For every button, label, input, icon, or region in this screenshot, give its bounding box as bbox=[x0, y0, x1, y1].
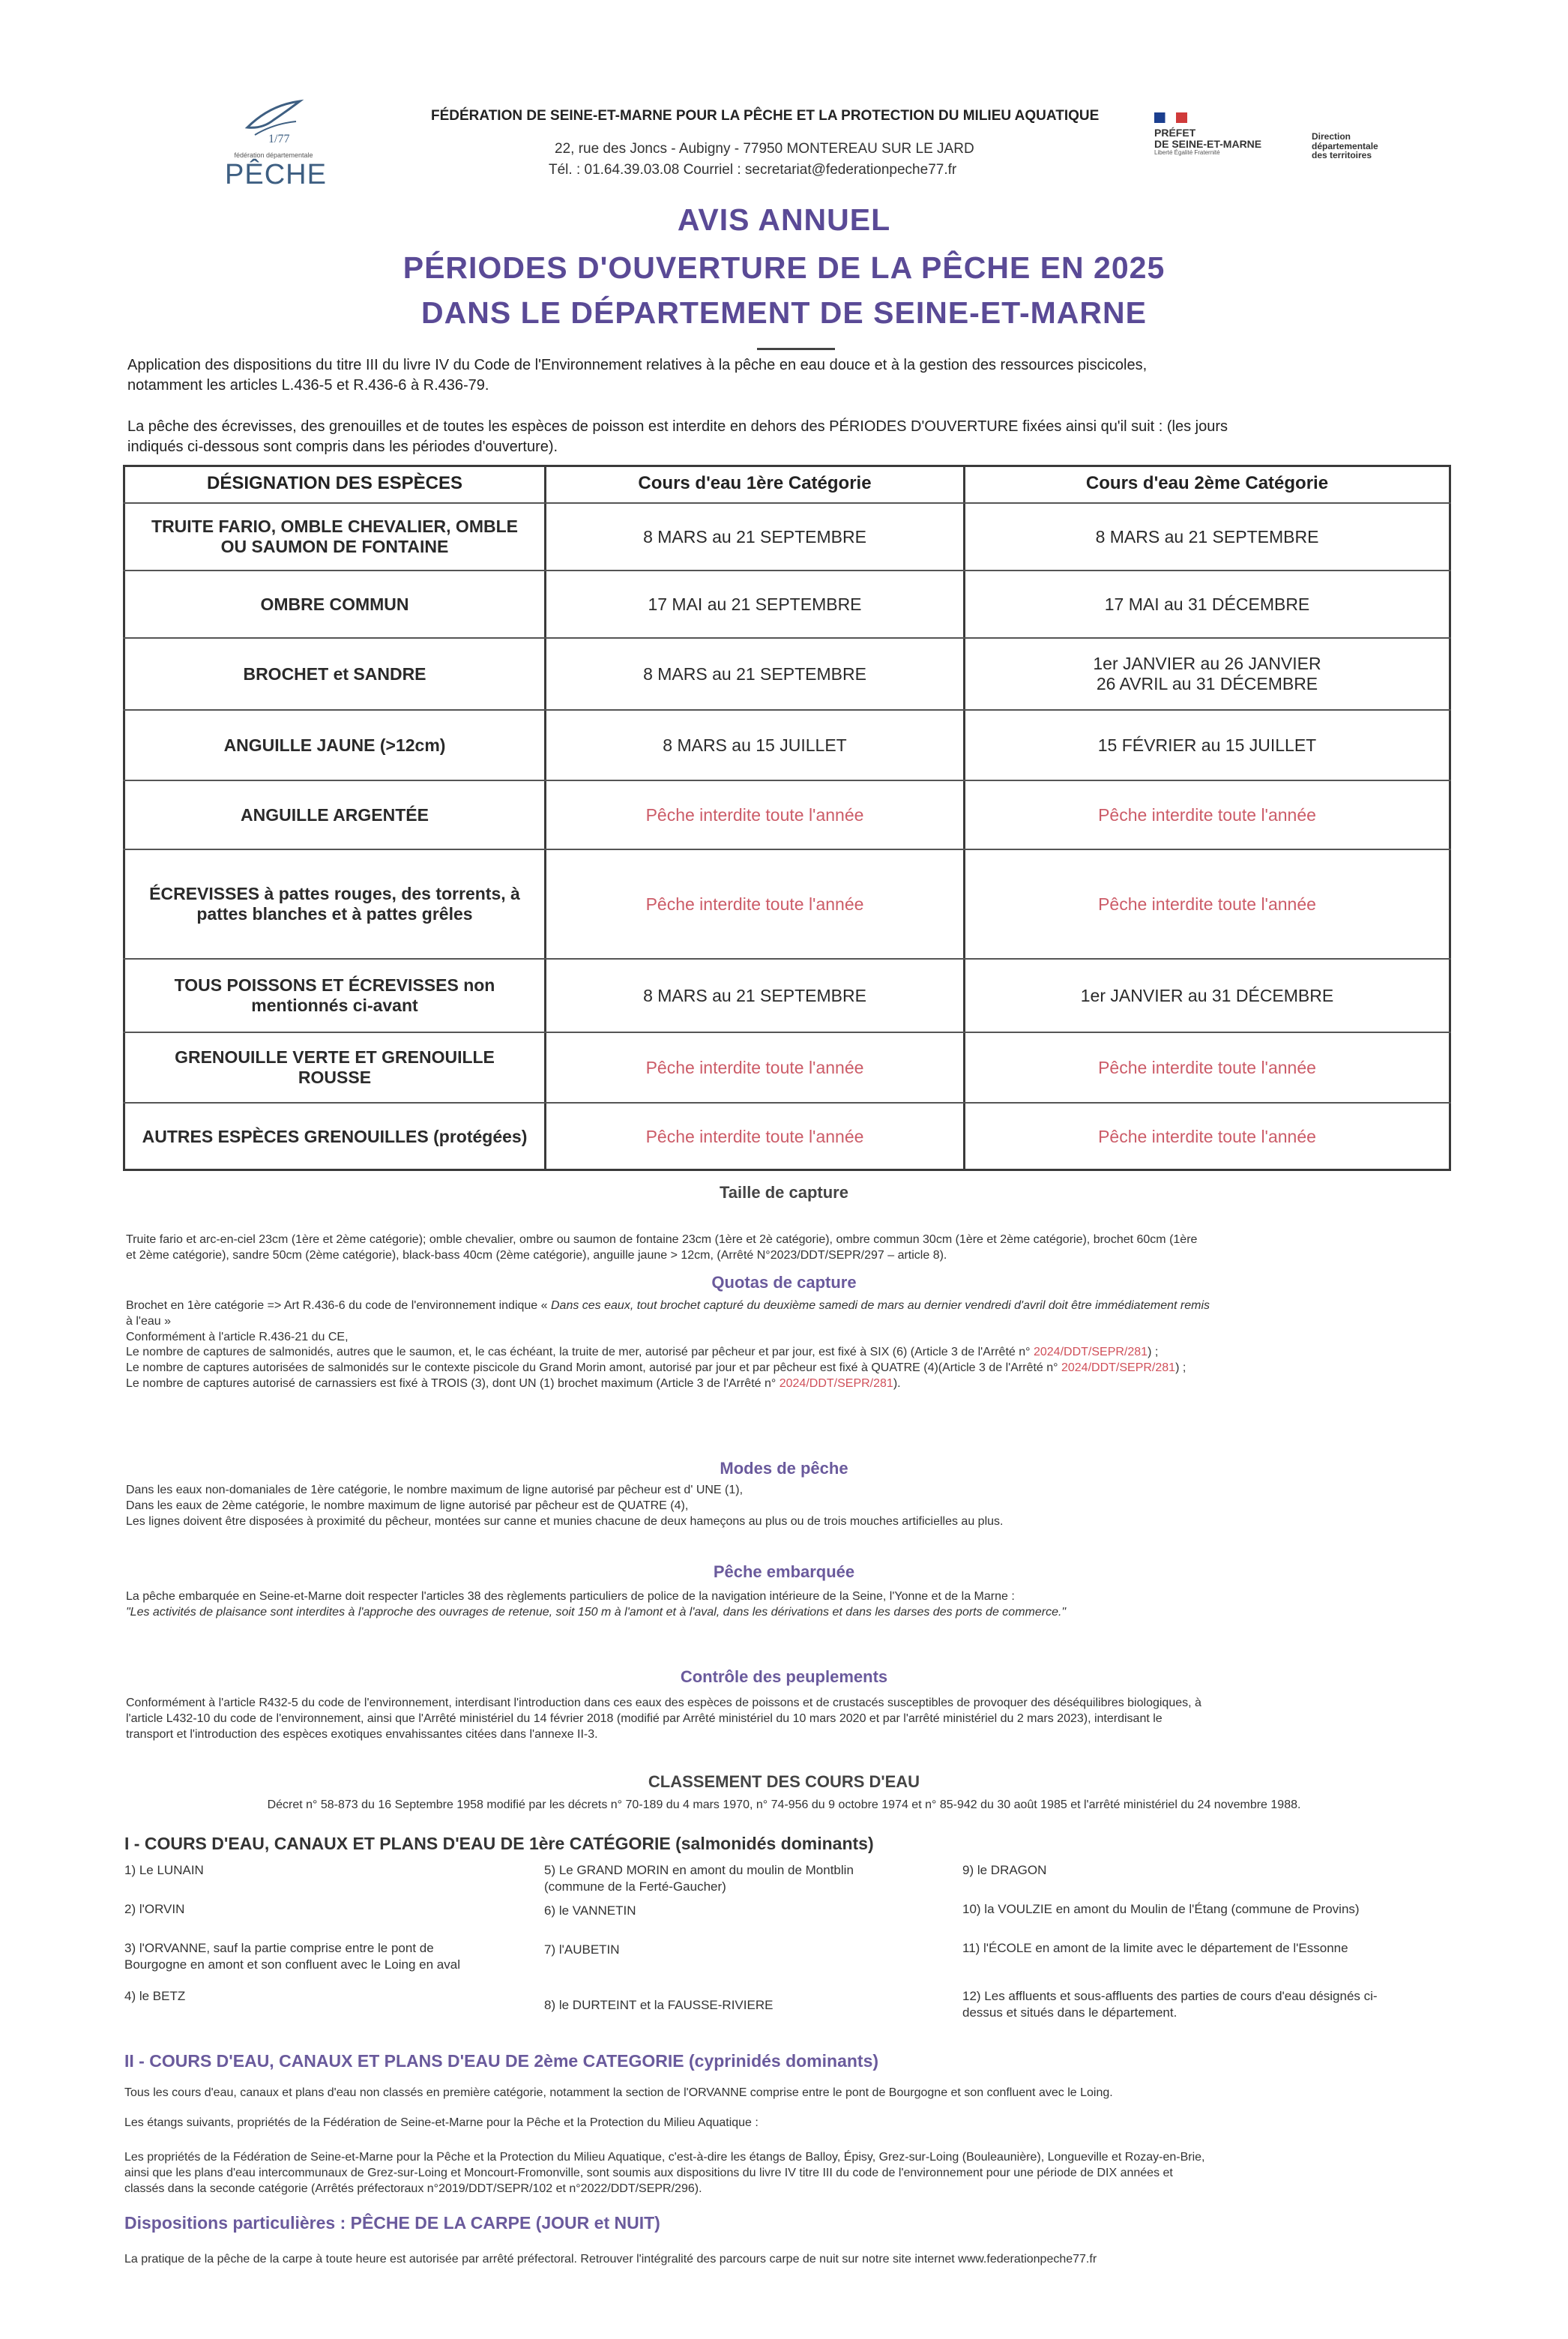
marianne-flag-icon bbox=[1154, 112, 1187, 123]
logo-caption: fédération départementale bbox=[234, 151, 313, 159]
taille-line2: et 2ème catégorie), sandre 50cm (2ème catégorie), black-bass 40cm (2ème catégorie), anguille jaune > 12cm, (Arrêté N°2023/DDT/SEPR/297 – article 8). bbox=[126, 1248, 947, 1262]
fish-logo-icon bbox=[240, 90, 307, 150]
quotas-line5-ref: 2024/DDT/SEPR/281 bbox=[1061, 1361, 1176, 1375]
list-item: dessus et situés dans le département. bbox=[962, 2005, 1177, 2020]
embarquee-line1: La pêche embarquée en Seine-et-Marne doit respecter l'articles 38 des règlements particuliers de police de la navigation intérieure de la Seine, l'Yonne et de la Marne : bbox=[126, 1590, 1015, 1603]
cat2-properties bbox=[124, 2150, 1451, 2197]
quotas-title: Quotas de capture bbox=[711, 1273, 857, 1292]
list-item: 8) le DURTEINT et la FAUSSE-RIVIERE bbox=[544, 1998, 774, 2013]
table-row-cat2: 15 FÉVRIER au 15 JUILLET bbox=[1097, 735, 1317, 755]
table-row-cat2: 8 MARS au 21 SEPTEMBRE bbox=[1095, 526, 1319, 547]
table-row-cat2: 17 MAI au 31 DÉCEMBRE bbox=[1104, 594, 1310, 614]
table-row-cat2: Pêche interdite toute l'année bbox=[1098, 1126, 1316, 1146]
list-item: 12) Les affluents et sous-affluents des parties de cours d'eau désignés ci- bbox=[962, 1989, 1378, 2003]
quotas-line6 bbox=[126, 1376, 1453, 1392]
quotas-line1 bbox=[126, 1298, 1453, 1314]
table-row-species: BROCHET et SANDRE bbox=[243, 663, 426, 684]
table-row-species: ANGUILLE ARGENTÉE bbox=[241, 804, 429, 825]
table-row-species: OMBRE COMMUN bbox=[260, 594, 409, 614]
list-item: (commune de la Ferté-Gaucher) bbox=[544, 1879, 726, 1894]
title-underline bbox=[757, 348, 835, 350]
table-header-cat2: Cours d'eau 2ème Catégorie bbox=[1085, 473, 1329, 493]
quotas-line4-ref: 2024/DDT/SEPR/281 bbox=[1033, 1346, 1148, 1359]
ddt-line2: départementale bbox=[1312, 140, 1378, 151]
cat2-period-2: 26 AVRIL au 31 DÉCEMBRE bbox=[1096, 674, 1318, 693]
list-item: 6) le VANNETIN bbox=[544, 1903, 636, 1918]
quotas-line3: Conformément à l'article R.436-21 du CE, bbox=[126, 1330, 349, 1343]
quotas-line4 bbox=[126, 1345, 1453, 1361]
controle-line2: l'article L432-10 du code de l'environnement, ainsi que l'Arrêté ministériel du 14 février 2018 (modifié par Arrêté ministériel du 10 mars 2020 et par l'arrêté ministériel du 2 mars 2023), interdisant le bbox=[126, 1712, 1163, 1725]
intro-paragraph-2 bbox=[127, 417, 1447, 457]
controle-line3: transport et l'introduction des espèces exotiques envahissantes citées dans l'annexe II-3. bbox=[126, 1727, 598, 1741]
federation-name: FÉDÉRATION DE SEINE-ET-MARNE POUR LA PÊCHE ET LA PROTECTION DU MILIEU AQUATIQUE bbox=[431, 108, 1100, 124]
table-row-cat1: 8 MARS au 21 SEPTEMBRE bbox=[643, 663, 866, 684]
table-header-species: DÉSIGNATION DES ESPÈCES bbox=[207, 473, 462, 493]
table-row-cat2: Pêche interdite toute l'année bbox=[1098, 1057, 1316, 1077]
federation-address: 22, rue des Joncs - Aubigny - 77950 MONTEREAU SUR LE JARD bbox=[555, 141, 974, 157]
taille-title: Taille de capture bbox=[720, 1183, 848, 1202]
taille-text bbox=[126, 1232, 1453, 1264]
table-row-cat2: 1er JANVIER au 31 DÉCEMBRE bbox=[1080, 985, 1334, 1005]
cat2-line3: Les propriétés de la Fédération de Seine-et-Marne pour la Pêche et la Protection du Milieu Aquatique, c'est-à-dire les étangs de Balloy, Épisy, Grez-sur-Loing (Bouleaunière), Longueville et Rozay-en-Brie, bbox=[124, 2151, 1205, 2164]
quotas-line6-text: Le nombre de captures autorisé de carnassiers est fixé à TROIS (3), dont UN (1) brochet maximum (Article 3 de l'Arrêté n° bbox=[126, 1376, 780, 1390]
prefet-logo bbox=[1154, 112, 1304, 157]
logo-word: PÊCHE bbox=[225, 158, 327, 190]
intro-p1-line2: notamment les articles L.436-5 et R.436-6 à R.436-79. bbox=[127, 377, 489, 394]
quotas-text bbox=[126, 1298, 1453, 1392]
ddt-line3: des territoires bbox=[1312, 150, 1372, 161]
cat2-period-1: 1er JANVIER au 26 JANVIER bbox=[1093, 654, 1321, 673]
carpe-text: La pratique de la pêche de la carpe à toute heure est autorisée par arrêté préfectoral. Retrouver l'intégralité des parcours carpe de nuit sur notre site internet www.federationpeche77.fr bbox=[124, 2253, 1097, 2266]
ddt-line1: Direction bbox=[1312, 131, 1351, 142]
table-row-cat2: Pêche interdite toute l'année bbox=[1098, 894, 1316, 914]
table-row-cat1: 8 MARS au 21 SEPTEMBRE bbox=[643, 985, 866, 1005]
list-item: 10) la VOULZIE en amont du Moulin de l'Étang (commune de Provins) bbox=[962, 1902, 1360, 1916]
list-item: 3) l'ORVANNE, sauf la partie comprise entre le pont de bbox=[124, 1941, 434, 1955]
quotas-line4-text: Le nombre de captures de salmonidés, autres que le saumon, et, le cas échéant, la truite de mer, autorisé par pêcheur et par jour, est fixé à SIX (6) (Article 3 de l'Arrêté n° bbox=[126, 1346, 1034, 1359]
federation-logo bbox=[225, 90, 327, 202]
list-item: 4) le BETZ bbox=[124, 1989, 186, 2004]
prefet-line1: PRÉFET bbox=[1154, 127, 1196, 139]
quotas-line6-end: ). bbox=[893, 1376, 901, 1390]
controle-text bbox=[126, 1696, 1453, 1742]
table-row-cat1: Pêche interdite toute l'année bbox=[645, 804, 864, 825]
cat2-line5: classés dans la seconde catégorie (Arrêtés préfectoraux n°2019/DDT/SEPR/102 et n°2022/DDT/SEPR/296). bbox=[124, 2182, 702, 2195]
cat2-line4: ainsi que les plans d'eau intercommunaux de Grez-sur-Loing et Moncourt-Fromonville, sont soumis aux dispositions du livre IV titre III du code de l'environnement pour une période de DIX années et bbox=[124, 2166, 1173, 2179]
svg-text:1/77: 1/77 bbox=[268, 133, 290, 145]
quotas-line5 bbox=[126, 1361, 1453, 1376]
table-row-cat1: Pêche interdite toute l'année bbox=[645, 1126, 864, 1146]
intro-p1-line1: Application des dispositions du titre III du livre IV du Code de l'Environnement relatives à la pêche en eau douce et à la gestion des ressources piscicoles, bbox=[127, 357, 1148, 373]
quotas-line1-quote: Dans ces eaux, tout brochet capturé du deuxième samedi de mars au dernier vendredi d'avril doit être immédiatement remis bbox=[550, 1299, 1210, 1312]
intro-p2-line2: indiqués ci-dessous sont compris dans les périodes d'ouverture). bbox=[127, 439, 558, 455]
embarquee-line2: "Les activités de plaisance sont interdites à l'approche des ouvrages de retenue, soit 150 m à l'amont et à l'aval, dans les dérivations et dans les darses des ports de commerce." bbox=[126, 1605, 1067, 1619]
quotas-line5-text: Le nombre de captures autorisées de salmonidés sur le contexte piscicole du Grand Morin amont, autorisé par jour et par pêcheur est fixé à QUATRE (4)(Article 3 de l'Arrêté n° bbox=[126, 1361, 1061, 1375]
table-row-cat1: 17 MAI au 21 SEPTEMBRE bbox=[648, 594, 862, 614]
embarquee-title: Pêche embarquée bbox=[713, 1562, 855, 1581]
embarquee-text bbox=[126, 1589, 1453, 1621]
classement-decree: Décret n° 58-873 du 16 Septembre 1958 modifié par les décrets n° 70-189 du 4 mars 1970, n° 74-956 du 9 octobre 1974 et n° 85-942 du 30 août 1985 et l'arrêté ministériel du 24 novembre 1988. bbox=[267, 1798, 1301, 1811]
list-item: 1) Le LUNAIN bbox=[124, 1863, 204, 1877]
taille-line1: Truite fario et arc-en-ciel 23cm (1ère et 2ème catégorie); omble chevalier, ombre ou saumon de fontaine 23cm (1ère et 2è catégorie), ombre commun 30cm (1ère et 2ème catégorie), brochet 60cm (1ère bbox=[126, 1233, 1198, 1246]
quotas-line2: à l'eau » bbox=[126, 1314, 171, 1328]
list-item: 7) l'AUBETIN bbox=[544, 1942, 620, 1957]
intro-paragraph-1 bbox=[127, 355, 1447, 396]
intro-p2-line1: La pêche des écrevisses, des grenouilles et de toutes les espèces de poisson est interdite en dehors des PÉRIODES D'OUVERTURE fixées ainsi qu'il suit : (les jours bbox=[127, 418, 1228, 435]
modes-line3: Les lignes doivent être disposées à proximité du pêcheur, montées sur canne et munies chacune de deux hameçons au plus ou de trois mouches artificielles au plus. bbox=[126, 1514, 1004, 1528]
title-line1: AVIS ANNUEL bbox=[677, 202, 891, 237]
modes-line1: Dans les eaux non-domaniales de 1ère catégorie, le nombre maximum de ligne autorisé par pêcheur est d' UNE (1), bbox=[126, 1484, 744, 1496]
cat2-line2: Les étangs suivants, propriétés de la Fédération de Seine-et-Marne pour la Pêche et la Protection du Milieu Aquatique : bbox=[124, 2116, 759, 2129]
title-line2: PÉRIODES D'OUVERTURE DE LA PÊCHE EN 2025 bbox=[402, 250, 1166, 285]
quotas-line6-ref: 2024/DDT/SEPR/281 bbox=[779, 1376, 893, 1390]
table-row-cat2: Pêche interdite toute l'année bbox=[1098, 804, 1316, 825]
cat2-line1: Tous les cours d'eau, canaux et plans d'eau non classés en première catégorie, notamment la section de l'ORVANNE comprise entre le pont de Bourgogne et son confluent avec le Loing. bbox=[124, 2086, 1113, 2099]
cat1-title: I - COURS D'EAU, CANAUX ET PLANS D'EAU DE 1ère CATÉGORIE (salmonidés dominants) bbox=[124, 1834, 874, 1853]
table-row-cat1: Pêche interdite toute l'année bbox=[645, 894, 864, 914]
cat2-title: II - COURS D'EAU, CANAUX ET PLANS D'EAU DE 2ème CATEGORIE (cyprinidés dominants) bbox=[124, 2051, 879, 2071]
table-row-cat1: 8 MARS au 15 JUILLET bbox=[663, 735, 847, 755]
table-row-species: TOUS POISSONS ET ÉCREVISSES non mentionnés ci-avant bbox=[174, 975, 495, 1015]
list-item: 11) l'ÉCOLE en amont de la limite avec le département de l'Essonne bbox=[962, 1941, 1348, 1955]
federation-contact: Tél. : 01.64.39.03.08 Courriel : secretariat@federationpeche77.fr bbox=[549, 162, 957, 178]
table-row-cat1: Pêche interdite toute l'année bbox=[645, 1057, 864, 1077]
modes-text bbox=[126, 1483, 1453, 1529]
table-row-species: AUTRES ESPÈCES GRENOUILLES (protégées) bbox=[142, 1126, 528, 1146]
ddt-label bbox=[1312, 132, 1409, 160]
table-row-species: TRUITE FARIO, OMBLE CHEVALIER, OMBLE OU SAUMON DE FONTAINE bbox=[151, 517, 518, 556]
title-line3: DANS LE DÉPARTEMENT DE SEINE-ET-MARNE bbox=[421, 295, 1147, 330]
classement-title: CLASSEMENT DES COURS D'EAU bbox=[648, 1772, 920, 1791]
modes-line2: Dans les eaux de 2ème catégorie, le nombre maximum de ligne autorisé par pêcheur est de QUATRE (4), bbox=[126, 1499, 689, 1512]
list-item: 5) Le GRAND MORIN en amont du moulin de Montblin bbox=[544, 1863, 854, 1877]
quotas-line5-end: ) ; bbox=[1175, 1361, 1186, 1375]
quotas-line4-end: ) ; bbox=[1148, 1346, 1159, 1359]
modes-title: Modes de pêche bbox=[720, 1459, 848, 1478]
carpe-title: Dispositions particulières : PÊCHE DE LA CARPE (JOUR et NUIT) bbox=[124, 2213, 660, 2233]
controle-title: Contrôle des peuplements bbox=[680, 1667, 888, 1686]
cat1-list-col2 bbox=[544, 1862, 964, 2014]
cat1-list-col1 bbox=[124, 1862, 544, 2005]
table-header-cat1: Cours d'eau 1ère Catégorie bbox=[638, 473, 872, 493]
table-row-species: ÉCREVISSES à pattes rouges, des torrents, à pattes blanches et à pattes grêles bbox=[149, 884, 520, 924]
list-item: 9) le DRAGON bbox=[962, 1863, 1047, 1877]
list-item: 2) l'ORVIN bbox=[124, 1902, 185, 1916]
controle-line1: Conformément à l'article R432-5 du code de l'environnement, interdisant l'introduction dans ces eaux des espèces de poissons et de crustacés susceptibles de provoquer des déséquilibres biologiques, à bbox=[126, 1697, 1201, 1709]
list-item: Bourgogne en amont et son confluent avec le Loing en aval bbox=[124, 1957, 460, 1972]
cat1-list-col3 bbox=[962, 1862, 1457, 2021]
table-row-cat2 bbox=[965, 639, 1449, 709]
prefet-line2: DE SEINE-ET-MARNE bbox=[1154, 137, 1262, 150]
table-row-cat1: 8 MARS au 21 SEPTEMBRE bbox=[643, 526, 866, 547]
quotas-line1-part1: Brochet en 1ère catégorie => Art R.436-6 du code de l'environnement indique « bbox=[126, 1299, 551, 1312]
prefet-motto: Liberté Égalité Fraternité bbox=[1154, 149, 1220, 157]
table-row-species: GRENOUILLE VERTE ET GRENOUILLE ROUSSE bbox=[175, 1047, 495, 1087]
table-row-species: ANGUILLE JAUNE (>12cm) bbox=[223, 735, 446, 755]
